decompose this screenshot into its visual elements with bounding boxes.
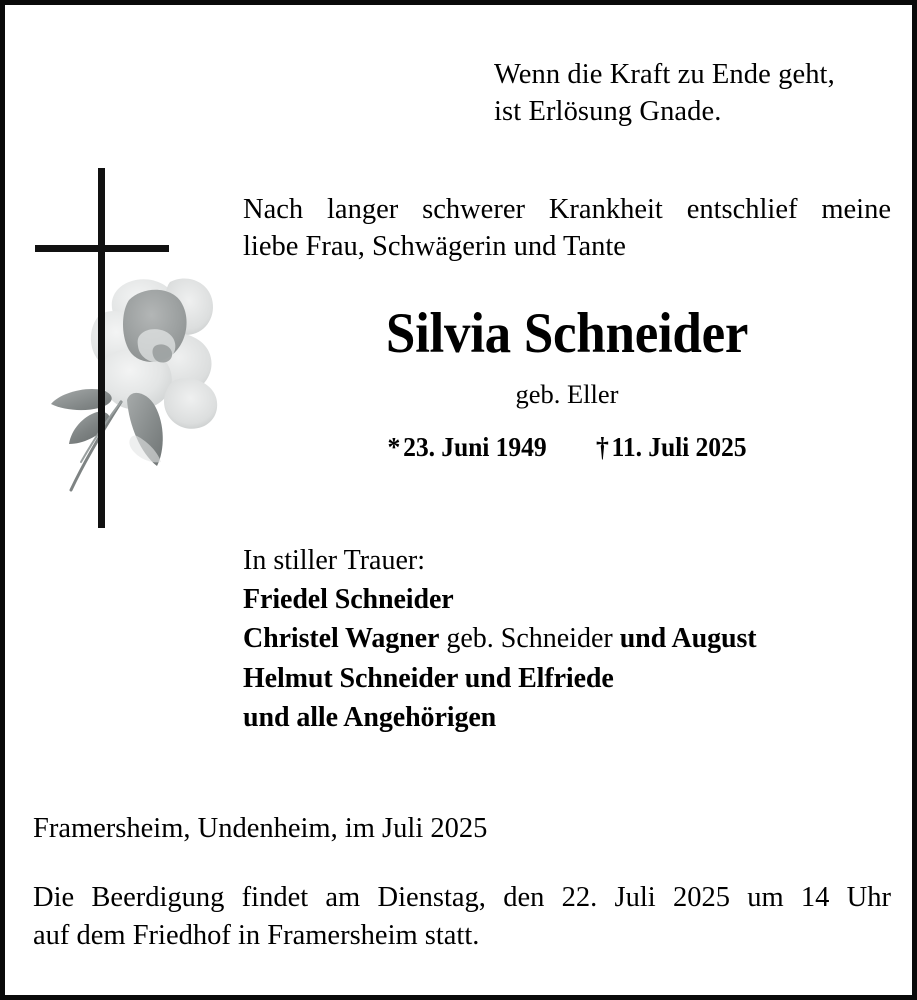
mourner-2-lead: Christel Wagner <box>243 623 440 655</box>
mourner-row-3 <box>243 659 891 698</box>
mourner-row-4 <box>243 698 891 737</box>
emblem-svg <box>25 150 225 540</box>
birth-date: 23. Juni 1949 <box>403 431 547 462</box>
death-date: 11. Juli 2025 <box>611 431 747 462</box>
mourner-1-lead: Friedel Schneider <box>243 584 454 616</box>
mourner-4-lead: und alle Angehörigen <box>243 701 497 733</box>
funeral-line-1: Die Beerdigung findet am Dienstag, den 22. Juli 2025 um 14 Uhr <box>33 882 891 913</box>
place-and-date-line: Framersheim, Undenheim, im Juli 2025 <box>33 813 488 844</box>
maiden-name: geb. Eller <box>515 379 619 409</box>
mourner-2-mid: geb. Schneider <box>439 623 620 655</box>
mourner-row-1 <box>243 580 891 619</box>
mourners-block <box>243 541 891 737</box>
deceased-name: Silvia Schneider <box>385 302 749 365</box>
intro-text <box>243 191 891 265</box>
birth-symbol: * <box>387 431 401 462</box>
mourners-heading: In stiller Trauer: <box>243 545 425 576</box>
mourner-3-lead: Helmut Schneider und Elfriede <box>243 662 614 694</box>
cross-and-rose-emblem <box>25 150 225 540</box>
notice-inner <box>5 5 912 995</box>
mourner-2-tail: und August <box>619 623 757 655</box>
death-symbol: † <box>595 431 609 462</box>
mourner-row-2 <box>243 619 891 658</box>
epitaph-verse <box>494 57 886 131</box>
intro-line-1: Nach langer schwerer Krankheit entschlief meine <box>243 194 891 225</box>
funeral-details <box>33 879 891 954</box>
rose-graphic <box>51 278 217 490</box>
intro-line-2: liebe Frau, Schwägerin und Tante <box>243 231 626 263</box>
funeral-line-2: auf dem Friedhof in Framersheim statt. <box>33 919 480 951</box>
life-dates <box>259 432 875 463</box>
epitaph-line-2: ist Erlösung Gnade. <box>494 95 722 127</box>
deceased-block <box>243 302 891 463</box>
cross-vertical-beam-overlay <box>98 168 105 528</box>
epitaph-line-1: Wenn die Kraft zu Ende geht, <box>494 59 835 90</box>
